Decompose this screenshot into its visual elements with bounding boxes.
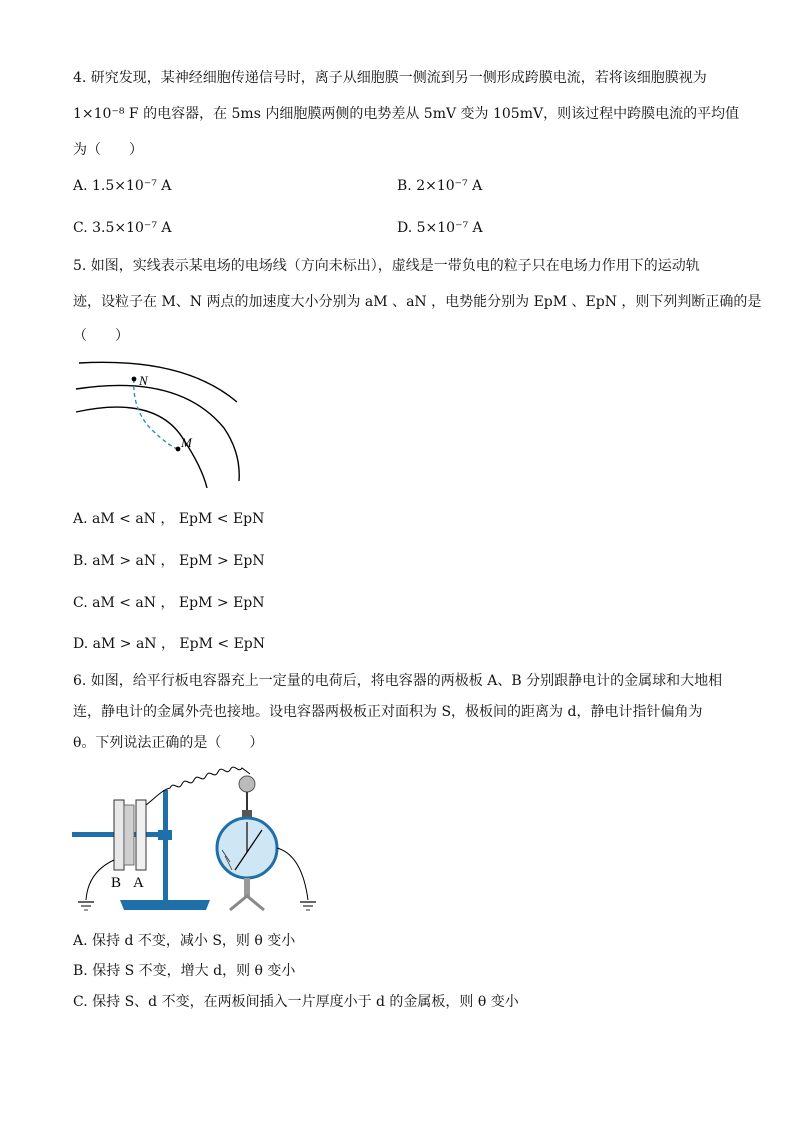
ground-wire-case: [277, 848, 308, 900]
stand-base: [120, 900, 210, 910]
plate-b: [114, 800, 124, 870]
q5-stem-line2: 迹，设粒子在 M、N 两点的加速度大小分别为 aM 、aN ，电势能分别为 EpM 、EpN ，则下列判断正确的是: [73, 294, 762, 310]
coiled-wire: [146, 767, 250, 805]
q4-stem-line1: 4. 研究发现，某神经细胞传递信号时，离子从细胞膜一侧流到另一侧形成跨膜电流，若将该细胞膜视为: [73, 70, 707, 86]
stand-pole: [163, 790, 168, 902]
point-n: [132, 377, 137, 382]
point-m: [176, 447, 181, 452]
q4-option-b: B. 2×10⁻⁷ A: [397, 178, 483, 194]
label-m: M: [181, 435, 192, 450]
q6-stem-line3: θ。下列说法正确的是（ ）: [73, 735, 264, 751]
ground-wire-b: [86, 860, 114, 900]
q5-field-figure: [74, 355, 244, 490]
q6-electrometer-figure: [70, 760, 320, 920]
q4-option-c: C. 3.5×10⁻⁷ A: [73, 220, 172, 236]
electrometer-ball: [239, 776, 255, 792]
label-b: B: [111, 875, 122, 891]
q5-option-d: D. aM > aN ， EpM < EpN: [73, 636, 266, 652]
q5-stem-line3: （ ）: [73, 328, 129, 344]
field-line-1: [79, 362, 237, 402]
q6-stem-line2: 连，静电计的金属外壳也接地。设电容器两极板正对面积为 S，极板间的距离为 d，静电计指针偏角为: [73, 704, 703, 720]
q5-option-b: B. aM > aN ， EpM > EpN: [73, 553, 265, 569]
q5-stem-line1: 5. 如图，实线表示某电场的电场线（方向未标出），虚线是一带负电的粒子只在电场力作用下的运动轨: [73, 258, 700, 274]
field-line-2: [76, 385, 239, 481]
q6-stem-line1: 6. 如图，给平行板电容器充上一定量的电荷后，将电容器的两极板 A、B 分别跟静电计的金属球和大地相: [73, 673, 723, 689]
q4-option-d: D. 5×10⁻⁷ A: [397, 220, 483, 236]
q6-option-a: A. 保持 d 不变，减小 S，则 θ 变小: [73, 933, 296, 949]
q6-option-c: C. 保持 S、d 不变，在两板间插入一片厚度小于 d 的金属板，则 θ 变小: [73, 994, 519, 1010]
q5-option-c: C. aM < aN ， EpM > EpN: [73, 595, 265, 611]
plate-gap: [124, 805, 134, 865]
label-n: N: [139, 373, 148, 388]
plate-a: [136, 800, 146, 870]
stand-clamp: [158, 830, 172, 840]
q4-stem-line3: 为（ ）: [73, 142, 143, 158]
q4-stem-line2: 1×10⁻⁸ F 的电容器，在 5ms 内细胞膜两侧的电势差从 5mV 变为 105mV，则该过程中跨膜电流的平均值: [73, 106, 740, 122]
label-a: A: [133, 875, 144, 891]
q6-option-b: B. 保持 S 不变，增大 d，则 θ 变小: [73, 963, 296, 979]
q4-option-a: A. 1.5×10⁻⁷ A: [73, 178, 172, 194]
q5-option-a: A. aM < aN ， EpM < EpN: [73, 511, 265, 527]
